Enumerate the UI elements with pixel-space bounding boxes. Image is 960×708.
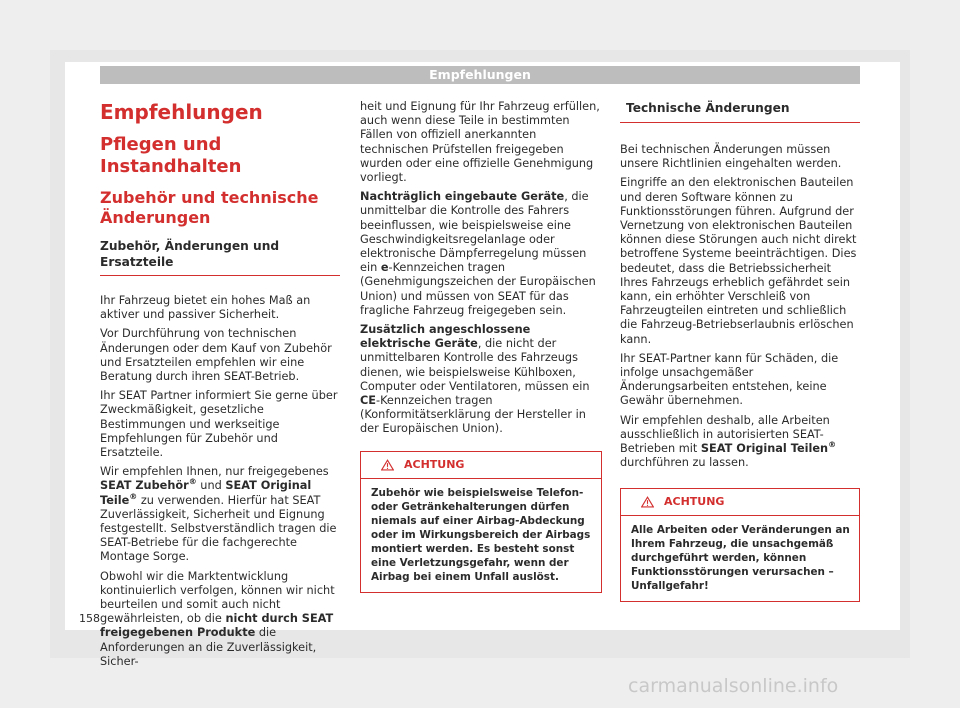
paragraph xyxy=(100,570,340,669)
warning-text: Zubehör wie beispielsweise Telefon- oder Getränkehalterungen dürfen niemals auf einer Airbag-Abdeckung oder im Wirkungsbereich der Airbags montiert werden. Es besteht sonst eine Verletzungsgefahr, wenn der Airbag bei einem Unfall auslöst. xyxy=(371,486,591,583)
column-right xyxy=(620,100,860,602)
page-number: 158 xyxy=(79,612,100,625)
warning-box xyxy=(620,488,860,602)
registered-mark: ® xyxy=(129,491,138,501)
warning-header xyxy=(621,489,859,516)
bold-text: Zusätzlich angeschlossene elektrische Geräte xyxy=(360,323,531,351)
section-heading-accessories: Zubehör, Änderungen und Ersatzteile xyxy=(100,238,340,276)
warning-header xyxy=(361,452,601,479)
paragraph xyxy=(360,323,602,437)
text-run: durchführen zu lassen. xyxy=(620,456,749,470)
bold-text: nicht durch SEAT freigegebenen Produkte xyxy=(100,612,334,640)
paragraph: Bei technischen Änderungen müssen unsere Richtlinien eingehalten werden. xyxy=(620,143,842,171)
warning-title: ACHTUNG xyxy=(404,457,465,471)
paragraph: heit und Eignung für Ihr Fahrzeug erfüllen, auch wenn diese Teile in bestimmten Fällen von offiziell anerkannten technischen Prüfstellen freigegeben wurden oder eine offizielle Genehmigung vorliegt. xyxy=(360,100,600,185)
text-run: , die unmittelbar die Kontrolle des Fahrers beeinflussen, wie beispielsweise eine Geschwindigkeitsregelanlage oder elektronische Dämpferregelung müssen ein xyxy=(360,190,589,275)
text-run: Wir empfehlen deshalb, alle Arbeiten ausschließlich in autorisierten SEAT-Betrieben mit xyxy=(620,413,830,456)
warning-text: Alle Arbeiten oder Veränderungen an Ihrem Fahrzeug, die unsachgemäß durchgeführt werden, können Funktionsstörungen verursachen – Unfallgefahr! xyxy=(631,524,850,593)
text-run: Wir empfehlen Ihnen, nur freigegebenes xyxy=(100,465,329,479)
heading-level2: Pflegen und Instandhalten xyxy=(100,134,242,177)
text-run: Obwohl wir die Marktentwicklung kontinuierlich verfolgen, können wir nicht beurteilen und somit auch nicht gewährleisten, ob die xyxy=(100,569,335,626)
column-left xyxy=(100,100,340,674)
bold-text: CE xyxy=(360,394,377,408)
warning-box xyxy=(360,451,602,593)
paragraph: Ihr Fahrzeug bietet ein hohes Maß an aktiver und passiver Sicherheit. xyxy=(100,294,311,322)
text-run: die Anforderungen an die Zuverlässigkeit, Sicher- xyxy=(100,626,317,668)
watermark: carmanualsonline.info xyxy=(628,675,839,697)
registered-mark: ® xyxy=(828,440,837,450)
registered-mark: ® xyxy=(188,477,197,487)
paragraph: Vor Durchführung von technischen Änderungen oder dem Kauf von Zubehör und Ersatzteilen empfehlen wir eine Beratung durch ihren SEAT-Betrieb. xyxy=(100,327,332,384)
paragraph xyxy=(620,414,860,471)
warning-triangle-icon xyxy=(641,496,654,508)
bold-text: e xyxy=(380,261,389,275)
section-heading-technical-changes: Technische Änderungen xyxy=(620,100,860,123)
text-run: -Kennzeichen tragen (Konformitätserklärung der Hersteller in der Europäischen Union). xyxy=(360,394,586,436)
bold-text: SEAT Original Teile xyxy=(100,479,312,507)
paragraph: Eingriffe an den elektronischen Bauteilen und deren Software können zu Funktionsstörungen führen. Aufgrund der Vernetzung von elektronischen Bauteilen können diese Störungen auch nicht direkt betroffene Systeme beeinträchtigen. Dies bedeutet, dass die Betriebssicherheit Ihres Fahrzeugs erheblich gefährdet sein kann, ein erhöhter Verschleiß von Fahrzeugteilen eintreten und schließlich die Fahrzeug-Betriebserlaubnis erlöschen kann. xyxy=(620,176,857,346)
paragraph: Ihr SEAT-Partner kann für Schäden, die infolge unsachgemäßer Änderungsarbeiten entstehen, keine Gewähr übernehmen. xyxy=(620,351,839,408)
bold-text: SEAT Zubehör xyxy=(100,479,189,493)
column-middle xyxy=(360,100,602,593)
paragraph xyxy=(100,465,340,564)
text-run: zu verwenden. Hierfür hat SEAT Zuverlässigkeit, Sicherheit und Eignung festgestellt. Selbstverständlich tragen die SEAT-Betriebe für die fachgerechte Montage Sorge. xyxy=(100,493,337,564)
heading-level3: Zubehör und technische Änderungen xyxy=(100,188,319,227)
warning-title: ACHTUNG xyxy=(664,495,725,509)
heading-level1: Empfehlungen xyxy=(100,100,263,124)
text-run: -Kennzeichen tragen (Genehmigungszeichen der Europäischen Union) und müssen von SEAT für das fragliche Fahrzeug freigegeben sein. xyxy=(360,261,596,317)
paragraph: Ihr SEAT Partner informiert Sie gerne über Zweckmäßigkeit, gesetzliche Bestimmungen und werkseitige Empfehlungen für Zubehör und Ersatzteile. xyxy=(100,389,338,460)
text-run: und xyxy=(196,479,226,493)
running-header: Empfehlungen xyxy=(100,66,860,84)
text-run: , die nicht der unmittelbaren Kontrolle des Fahrzeugs dienen, wie beispielsweise Kühlboxen, Computer oder Ventilatoren, müssen ein xyxy=(360,337,590,393)
paragraph xyxy=(360,190,602,318)
bold-text: SEAT Original Teilen xyxy=(700,442,829,456)
warning-triangle-icon xyxy=(381,459,394,471)
bold-text: Nachträglich eingebaute Geräte xyxy=(360,190,565,204)
